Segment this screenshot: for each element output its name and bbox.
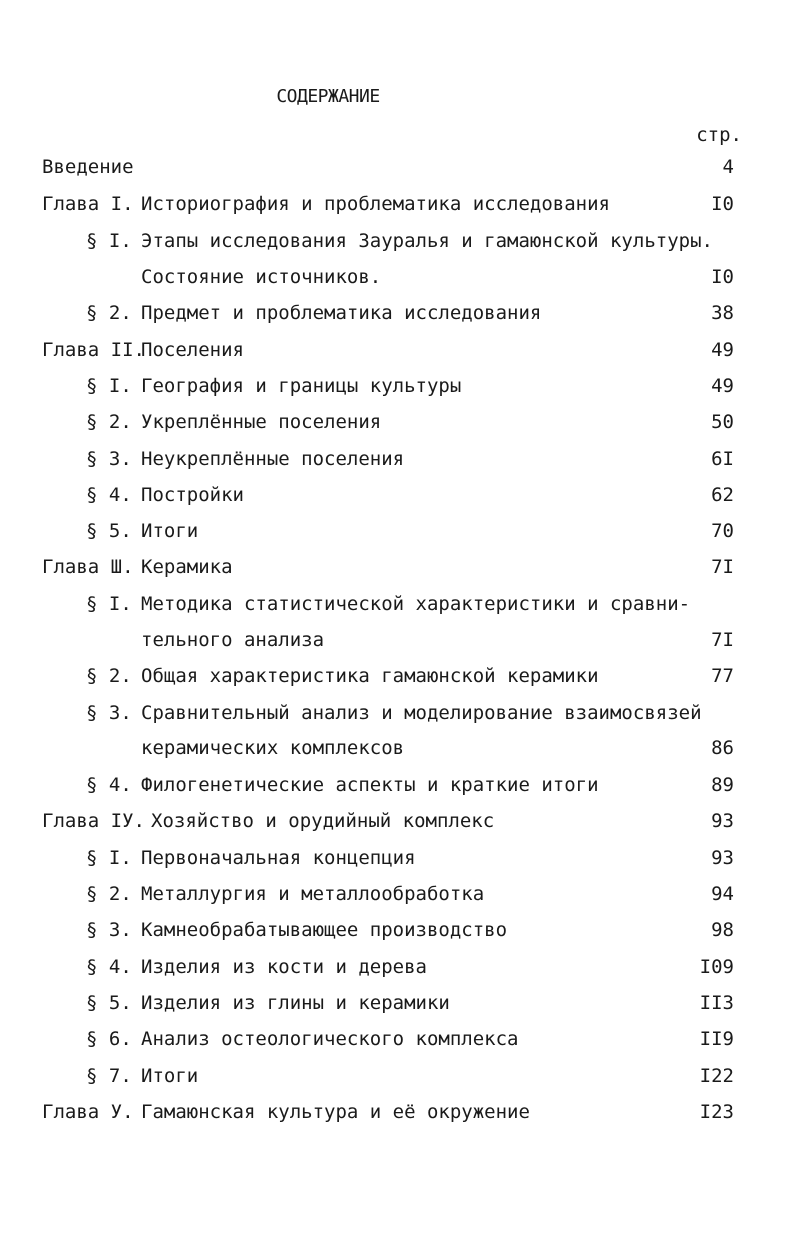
toc-entry-page: 89: [711, 774, 734, 796]
toc-entry-section[interactable]: [0, 952, 798, 982]
toc-entry-chapter-2[interactable]: [0, 335, 798, 365]
toc-entry-prefix: Глава IУ.: [42, 810, 145, 832]
toc-entry-chapter-1[interactable]: [0, 189, 798, 219]
toc-entry-page: 98: [711, 919, 734, 941]
toc-entry-introduction[interactable]: [0, 152, 798, 182]
toc-entry-prefix: Глава II.: [42, 339, 145, 361]
toc-entry-section[interactable]: [0, 480, 798, 510]
toc-entry-page: 62: [711, 484, 734, 506]
toc-entry-prefix: § 4.: [86, 774, 132, 796]
toc-entry-prefix: § 5.: [86, 992, 132, 1014]
toc-entry-chapter-5[interactable]: [0, 1097, 798, 1127]
toc-entry-continuation[interactable]: [0, 625, 798, 655]
toc-entry-page: II3: [699, 992, 734, 1014]
toc-entry-title: Сравнительный анализ и моделирование взаимосвязей: [141, 702, 702, 724]
toc-entry-page: 86: [711, 737, 734, 759]
toc-entry-title: Введение: [42, 156, 134, 178]
toc-entry-title: Первоначальная концепция: [141, 847, 416, 869]
toc-entry-section[interactable]: [0, 770, 798, 800]
toc-entry-section[interactable]: [0, 915, 798, 945]
toc-entry-title: Постройки: [141, 484, 244, 506]
toc-entry-prefix: § I.: [86, 847, 132, 869]
toc-entry-title: Общая характеристика гамаюнской керамики: [141, 665, 599, 687]
toc-entry-section[interactable]: [0, 444, 798, 474]
toc-entry-section[interactable]: [0, 698, 798, 728]
toc-entry-page: 77: [711, 665, 734, 687]
toc-entry-page: 7I: [711, 629, 734, 651]
toc-entry-title: Поселения: [141, 339, 244, 361]
toc-entry-prefix: § 3.: [86, 702, 132, 724]
toc-entry-page: I23: [699, 1101, 734, 1123]
toc-entry-title: Изделия из кости и дерева: [141, 956, 427, 978]
toc-entry-prefix: § I.: [86, 230, 132, 252]
toc-entry-title: тельного анализа: [141, 629, 325, 651]
toc-entry-prefix: § 5.: [86, 520, 132, 542]
toc-entry-page: 93: [711, 810, 734, 832]
toc-entry-title: Металлургия и металлообработка: [141, 883, 485, 905]
toc-entry-page: I0: [711, 193, 734, 215]
toc-entry-prefix: § 2.: [86, 665, 132, 687]
toc-entry-prefix: § 3.: [86, 448, 132, 470]
toc-entry-section[interactable]: [0, 407, 798, 437]
toc-entry-prefix: Глава I.: [42, 193, 134, 215]
toc-entry-title: Состояние источников.: [141, 266, 382, 288]
toc-entry-title: Гамаюнская культура и её окружение: [141, 1101, 530, 1123]
toc-entry-page: I22: [699, 1065, 734, 1087]
toc-entry-section[interactable]: [0, 226, 798, 256]
page-title: СОДЕРЖАНИЕ: [276, 86, 380, 107]
toc-entry-title: керамических комплексов: [141, 737, 405, 759]
toc-entry-section[interactable]: [0, 516, 798, 546]
toc-entry-prefix: § 4.: [86, 956, 132, 978]
toc-entry-section[interactable]: [0, 661, 798, 691]
toc-entry-prefix: Глава У.: [42, 1101, 134, 1123]
toc-entry-chapter-3[interactable]: [0, 552, 798, 582]
toc-entry-title: Укреплённые поселения: [141, 411, 382, 433]
toc-entry-title: Керамика: [141, 556, 233, 578]
toc-entry-section[interactable]: [0, 843, 798, 873]
toc-entry-prefix: § 2.: [86, 883, 132, 905]
toc-entry-section[interactable]: [0, 1024, 798, 1054]
toc-entry-page: 49: [711, 375, 734, 397]
toc-entry-prefix: § 3.: [86, 919, 132, 941]
toc-entry-prefix: § 7.: [86, 1065, 132, 1087]
toc-entry-title: География и границы культуры: [141, 375, 462, 397]
toc-entry-prefix: § 6.: [86, 1028, 132, 1050]
toc-entry-page: I09: [699, 956, 734, 978]
toc-entry-page: 38: [711, 302, 734, 324]
toc-entry-title: Неукреплённые поселения: [141, 448, 405, 470]
toc-entry-section[interactable]: [0, 879, 798, 909]
toc-entry-section[interactable]: [0, 371, 798, 401]
toc-entry-prefix: Глава Ш.: [42, 556, 134, 578]
toc-entry-section[interactable]: [0, 1061, 798, 1091]
toc-entry-page: 50: [711, 411, 734, 433]
toc-entry-page: 94: [711, 883, 734, 905]
toc-entry-prefix: § I.: [86, 375, 132, 397]
toc-entry-page: 70: [711, 520, 734, 542]
toc-entry-title: Методика статистической характеристики и сравни-: [141, 593, 691, 615]
toc-entry-continuation[interactable]: [0, 262, 798, 292]
toc-entry-title: Анализ остеологического комплекса: [141, 1028, 519, 1050]
toc-entry-prefix: § I.: [86, 593, 132, 615]
toc-entry-chapter-4[interactable]: [0, 806, 798, 836]
toc-entry-title: Изделия из глины и керамики: [141, 992, 450, 1014]
toc-entry-section[interactable]: [0, 298, 798, 328]
toc-entry-page: 93: [711, 847, 734, 869]
toc-entry-page: 7I: [711, 556, 734, 578]
toc-entry-title: Предмет и проблематика исследования: [141, 302, 542, 324]
toc-entry-prefix: § 2.: [86, 411, 132, 433]
toc-entry-page: II9: [699, 1028, 734, 1050]
toc-entry-title: Историография и проблематика исследования: [141, 193, 610, 215]
toc-entry-page: 6I: [711, 448, 734, 470]
toc-entry-title: Хозяйство и орудийный комплекс: [151, 810, 495, 832]
toc-entry-page: 4: [722, 156, 734, 178]
toc-entry-title: Камнеобрабатывающее производство: [141, 919, 508, 941]
toc-entry-continuation[interactable]: [0, 733, 798, 763]
toc-entry-title: Этапы исследования Зауралья и гамаюнской культуры.: [141, 230, 713, 252]
toc-entry-title: Итоги: [141, 520, 199, 542]
toc-entry-page: I0: [711, 266, 734, 288]
toc-entry-prefix: § 4.: [86, 484, 132, 506]
page-column-label: стр.: [696, 124, 742, 146]
toc-entry-page: 49: [711, 339, 734, 361]
toc-entry-prefix: § 2.: [86, 302, 132, 324]
toc-entry-title: Итоги: [141, 1065, 199, 1087]
toc-entry-title: Филогенетические аспекты и краткие итоги: [141, 774, 599, 796]
toc-entry-section[interactable]: [0, 988, 798, 1018]
toc-entry-section[interactable]: [0, 589, 798, 619]
